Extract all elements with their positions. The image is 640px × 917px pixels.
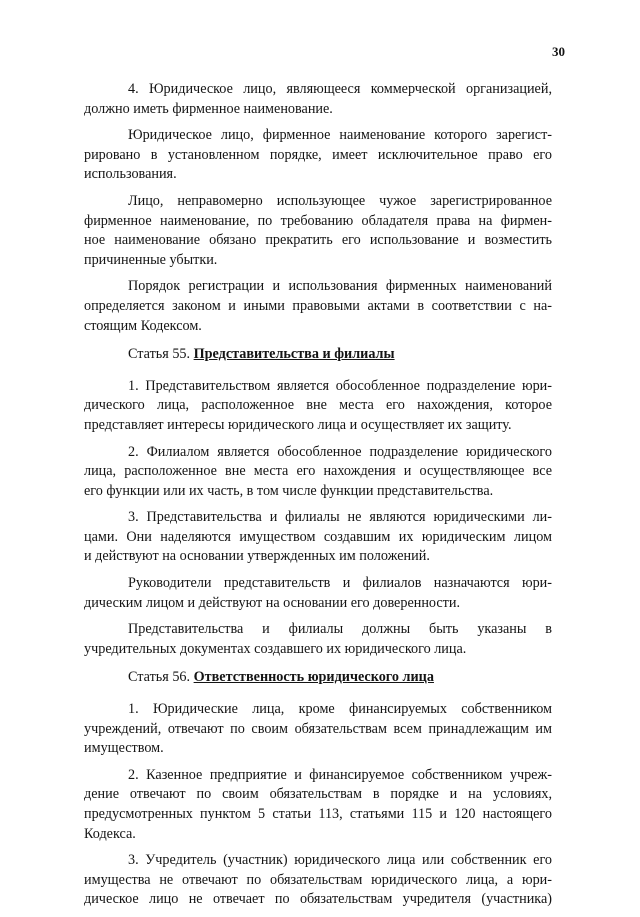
text-line: Руководители представительств и филиалов назначаются юри- [128,575,552,592]
text-line: имуществом. [84,740,164,757]
text-line: дение отвечают по своим обязательствам в порядке и на условиях, [84,786,552,803]
text-line: Лицо, неправомерно использующее чужое зарегистрированное [128,192,552,209]
paragraph [84,80,552,119]
paragraph [84,192,552,270]
text-line: предусмотренных пунктом 5 статьи 113, статьями 115 и 120 настоящего [84,806,552,822]
text-line: и действуют на основании утвержденных им положений. [84,548,430,565]
text-line: ное наименование обязано прекратить его использование и возместить [84,232,552,249]
text-line: 3. Учредитель (участник) юридического лица или собственник его [128,852,552,869]
text-line: Порядок регистрации и использования фирменных наименований [128,278,552,295]
text-line: причиненные убытки. [84,251,218,268]
text-line: 2. Казенное предприятие и финансируемое собственником учреж- [128,766,552,783]
text-line: Юридическое лицо, фирменное наименование которого зарегист- [128,127,552,144]
document-body [84,80,552,917]
article-heading [84,668,552,688]
paragraph [84,620,552,659]
text-line: 1. Представительством является обособленное подразделение юри- [128,377,552,394]
text-line: Кодекса. [84,825,136,842]
text-line: дическим лицом и действуют на основании его доверенности. [84,594,461,611]
text-line: учредительных документах создавшего их юридического лица. [84,640,467,657]
text-line: лица, расположенное вне места его нахождения и осуществляющее все [84,463,552,480]
text-line: цами. Они наделяются имуществом создавшим их юридическим лицом [84,528,552,545]
article-heading [84,345,552,365]
text-line: определяется законом и иными правовыми актами в соответствии с на- [84,297,552,314]
paragraph [84,851,552,910]
paragraph [84,700,552,759]
article-label: Статья 56. [128,669,194,686]
text-line: рировано в установленном порядке, имеет исключительное право его [84,146,552,163]
paragraph [84,277,552,336]
text-line: 4. Юридическое лицо, являющееся коммерческой организацией, [128,81,552,97]
text-line: 2. Филиалом является обособленное подразделение юридического [128,443,552,460]
text-line: дического лица, расположенное вне места его нахождения, которое [84,397,552,414]
text-line: представляет интересы юридического лица и осуществляет их защиту. [84,416,512,433]
text-line: его функции или их часть, в том числе функции представительства. [84,482,494,499]
paragraph [84,126,552,185]
article-title: Ответственность юридического лица [193,669,434,686]
article-label: Статья 55. [128,346,194,363]
text-line: должно иметь фирменное наименование. [84,100,333,117]
text-line: учреждений, отвечают по своим обязательствам всем принадлежащим им [84,720,552,737]
paragraph [84,508,552,567]
paragraph [84,574,552,613]
text-line: использования. [84,166,177,183]
text-line: стоящим Кодексом. [84,317,202,334]
paragraph [84,377,552,436]
text-line: фирменное наименование, по требованию обладателя права на фирмен- [84,212,552,229]
text-line: 1. Юридические лица, кроме финансируемых собственником [128,701,552,718]
paragraph [84,443,552,502]
text-line: имущества не отвечают по обязательствам юридического лица, а юри- [84,871,552,888]
text-line: 3. Представительства и филиалы не являются юридическими ли- [128,509,552,526]
text-line: дическое лицо не отвечает по обязательствам учредителя (участника) [84,891,552,908]
paragraph [84,766,552,844]
page-number: 30 [552,44,565,59]
article-title: Представительства и филиалы [193,346,395,363]
text-line: Представительства и филиалы должны быть указаны в [128,621,552,638]
